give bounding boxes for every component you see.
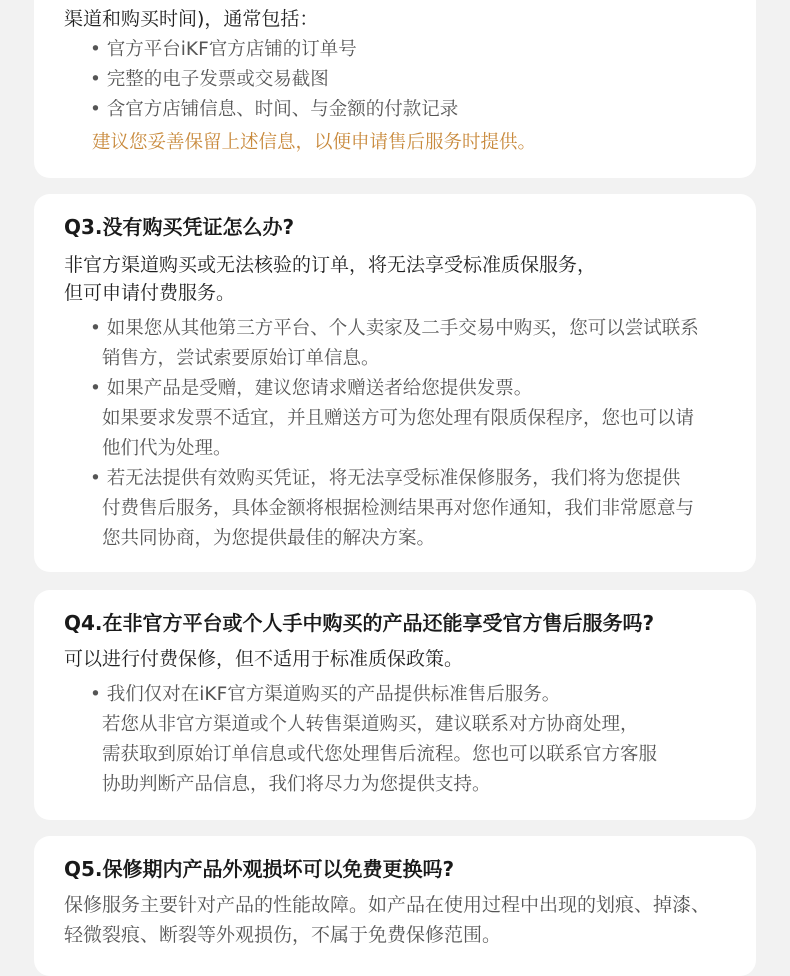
- q2-intro-tail: 渠道和购买时间)，通常包括：: [64, 8, 319, 30]
- faq-card-q5: [34, 836, 756, 976]
- q5-answer-line-2: 轻微裂痕、断裂等外观损伤，不属于免费保修范围。: [64, 924, 502, 946]
- q3-answer-line-2: 但可申请付费服务。: [64, 282, 236, 304]
- q2-tip: 建议您妥善保留上述信息，以便申请售后服务时提供。: [92, 132, 537, 153]
- q4-item-1-cont-3: 协助判断产品信息，我们将尽力为您提供支持。: [102, 774, 491, 795]
- q3-item-1-cont: 销售方，尝试索要原始订单信息。: [102, 348, 380, 369]
- q3-item-2-cont-2: 他们代为处理。: [102, 438, 232, 459]
- q3-item-3-cont: 付费售后服务，具体金额将根据检测结果再对您作通知，我们非常愿意与: [102, 498, 695, 519]
- q3-item-1: • 如果您从其他第三方平台、个人卖家及二手交易中购买，您可以尝试联系: [90, 318, 699, 339]
- q4-item-1-cont-2: 需获取到原始订单信息或代您处理售后流程。您也可以联系官方客服: [102, 744, 658, 765]
- q3-title: Q3.没有购买凭证怎么办?: [64, 215, 295, 239]
- faq-card-q2: [34, 0, 756, 178]
- q4-item-1: • 我们仅对在iKF官方渠道购买的产品提供标准售后服务。: [90, 684, 561, 705]
- q4-title: Q4.在非官方平台或个人手中购买的产品还能享受官方售后服务吗?: [64, 611, 655, 635]
- q3-item-2-cont: 如果要求发票不适宜，并且赠送方可为您处理有限质保程序，您也可以请: [102, 408, 695, 429]
- q4-answer: 可以进行付费保修，但不适用于标准质保政策。: [64, 648, 464, 670]
- faq-card-q3: [34, 194, 756, 572]
- q2-bullet-3: • 含官方店铺信息、时间、与金额的付款记录: [90, 99, 459, 120]
- q3-answer-line-1: 非官方渠道购买或无法核验的订单，将无法享受标准质保服务，: [64, 254, 597, 276]
- q3-item-3-cont-2: 您共同协商，为您提供最佳的解决方案。: [102, 528, 436, 549]
- q3-item-2: • 如果产品是受赠，建议您请求赠送者给您提供发票。: [90, 378, 533, 399]
- faq-card-q4: [34, 590, 756, 820]
- q2-bullet-2: • 完整的电子发票或交易截图: [90, 69, 329, 90]
- q2-bullet-1: • 官方平台iKF官方店铺的订单号: [90, 39, 357, 60]
- q3-item-3: • 若无法提供有效购买凭证，将无法享受标准保修服务，我们将为您提供: [90, 468, 681, 489]
- q4-item-1-cont: 若您从非官方渠道或个人转售渠道购买，建议联系对方协商处理，: [102, 714, 639, 735]
- q5-answer-line-1: 保修服务主要针对产品的性能故障。如产品在使用过程中出现的划痕、掉漆、: [64, 894, 711, 916]
- q5-title: Q5.保修期内产品外观损坏可以免费更换吗?: [64, 857, 455, 881]
